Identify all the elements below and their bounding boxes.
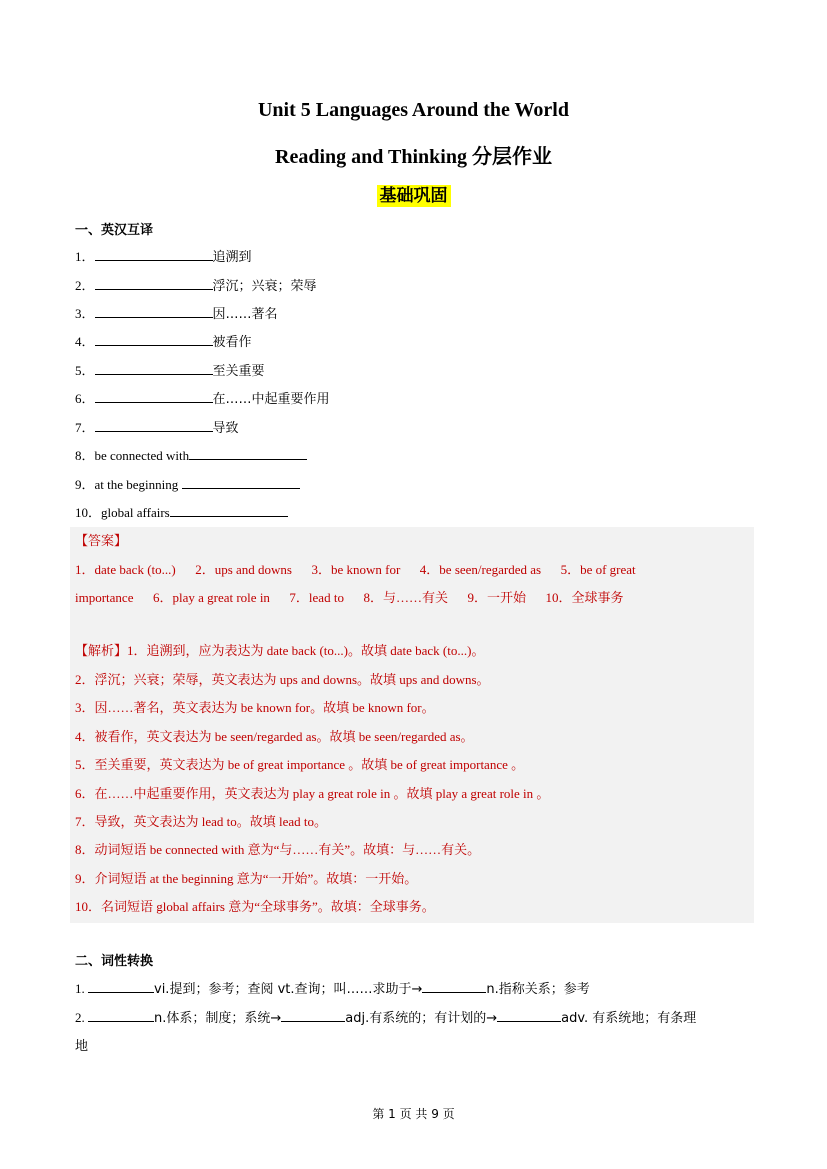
title-line-2-en: Reading and Thinking <box>275 146 467 168</box>
section-1-heading: 一、英汉互译 <box>75 223 154 238</box>
analysis-line-4: 4．被看作，英文表达为 be seen/regarded as。故填 be seen/regarded as。 <box>75 729 474 744</box>
analysis-line-7: 7．导致，英文表达为 lead to。故填 lead to。 <box>75 814 328 829</box>
analysis-label: 【解析】 <box>75 644 128 659</box>
answer-blank[interactable] <box>95 247 213 261</box>
s2-question-2-cont: 地 <box>75 1039 89 1054</box>
answer-line-1: 1．date back (to...) 2．ups and downs 3．be known for 4．be seen/regarded as 5．be of great <box>75 562 636 577</box>
s2-question-2: 2. n.体系；制度；系统→ adj.有系统的；有计划的→ adv. 有系统地；有条理 <box>75 1010 697 1026</box>
s1-item-4: 4． 被看作 <box>75 334 252 350</box>
analysis-line-1: 【解析】1．追溯到，应为表达为 date back (to...)。故填 date back (to...)。 <box>75 643 485 659</box>
s2-question-1: 1. vi.提到；参考；查阅 vt.查询；叫……求助于→ n.指称关系；参考 <box>75 981 590 997</box>
answer-blank[interactable] <box>95 361 213 375</box>
s1-item-7: 7． 导致 <box>75 420 239 436</box>
section-2-heading: 二、词性转换 <box>75 954 154 969</box>
s1-item-10: 10．global affairs <box>75 502 288 521</box>
title-line-2-zh: 分层作业 <box>471 144 552 168</box>
s1-item-5: 5． 至关重要 <box>75 363 265 379</box>
s1-item-1: 1． 追溯到 <box>75 249 252 265</box>
answer-blank[interactable] <box>170 503 288 517</box>
answer-blank[interactable] <box>95 418 213 432</box>
s1-item-6: 6． 在……中起重要作用 <box>75 391 330 407</box>
answer-blank[interactable] <box>422 979 486 993</box>
answer-blank[interactable] <box>95 304 213 318</box>
answer-label: 【答案】 <box>75 534 128 549</box>
s1-item-3: 3． 因……著名 <box>75 306 278 322</box>
answer-blank[interactable] <box>88 1008 154 1022</box>
level-banner <box>0 181 827 206</box>
answer-blank[interactable] <box>95 389 213 403</box>
analysis-line-9: 9．介词短语 at the beginning 意为“一开始”。故填：一开始。 <box>75 871 418 886</box>
title-line-1: Unit 5 Languages Around the World <box>257 99 569 121</box>
answer-blank[interactable] <box>281 1008 345 1022</box>
answer-line-2: importance 6．play a great role in 7．lead to 8．与……有关 9．一开始 10．全球事务 <box>75 590 624 605</box>
s1-item-2: 2． 浮沉；兴衰；荣辱 <box>75 278 317 294</box>
analysis-line-10: 10．名词短语 global affairs 意为“全球事务”。故填：全球事务。 <box>75 899 435 914</box>
answer-blank[interactable] <box>182 475 300 489</box>
answer-blank[interactable] <box>95 332 213 346</box>
level-banner-text: 基础巩固 <box>377 185 451 207</box>
s1-item-9: 9．at the beginning <box>75 474 300 493</box>
title-line-2 <box>0 140 827 169</box>
page-footer: 第 1 页 共 9 页 <box>372 1107 455 1121</box>
answer-blank[interactable] <box>95 276 213 290</box>
analysis-line-3: 3．因……著名，英文表达为 be known for。故填 be known for。 <box>75 700 435 715</box>
answer-blank[interactable] <box>88 979 154 993</box>
analysis-line-6: 6．在……中起重要作用，英文表达为 play a great role in 。故填 play a great role in 。 <box>75 786 550 801</box>
analysis-line-2: 2．浮沉；兴衰；荣辱，英文表达为 ups and downs。故填 ups and downs。 <box>75 672 490 687</box>
answer-blank[interactable] <box>189 446 307 460</box>
s1-item-8: 8．be connected with <box>75 445 307 464</box>
answer-blank[interactable] <box>497 1008 561 1022</box>
analysis-line-5: 5．至关重要，英文表达为 be of great importance 。故填 be of great importance 。 <box>75 757 525 772</box>
analysis-line-8: 8．动词短语 be connected with 意为“与……有关”。故填：与……有关。 <box>75 842 481 857</box>
